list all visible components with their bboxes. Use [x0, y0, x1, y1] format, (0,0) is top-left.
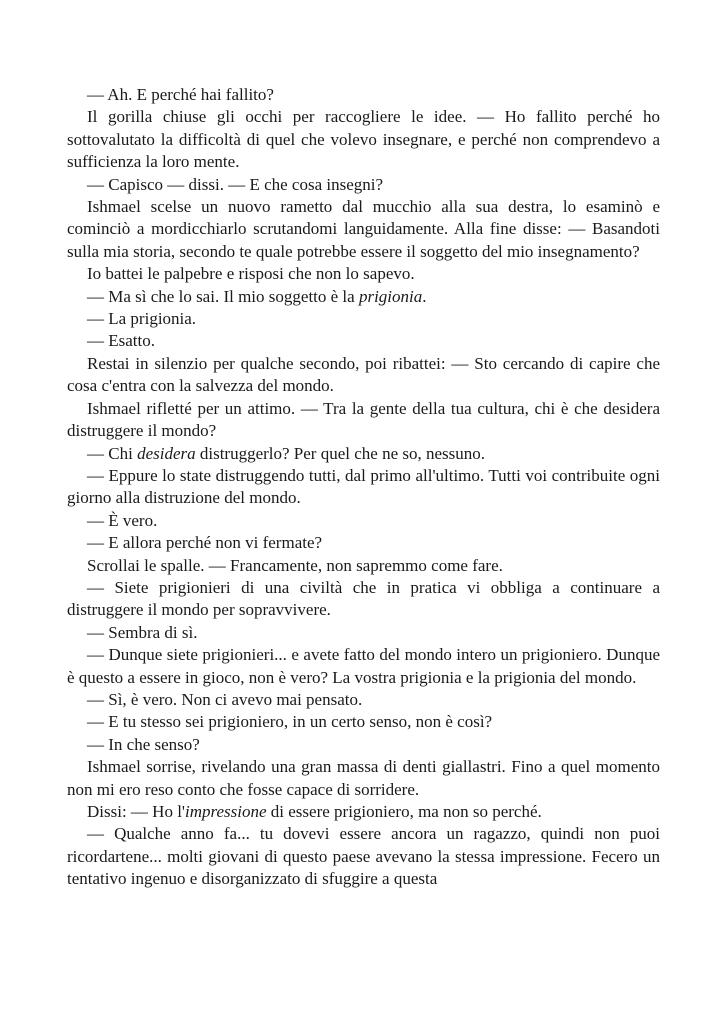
italic-word: desidera — [137, 443, 196, 463]
paragraph-4 — [67, 196, 660, 263]
paragraph-text: — Ah. E perché hai fallito? — [87, 85, 274, 104]
paragraph-17 — [67, 622, 660, 644]
paragraph-text: — Siete prigionieri di una civiltà che in pratica vi obbliga a continuare a distruggere il mondo per sopravvivere. — [67, 577, 660, 620]
paragraph-21 — [67, 734, 660, 756]
paragraph-text: di essere prigioniero, ma non so perché. — [266, 802, 542, 821]
paragraph-text: — Qualche anno fa... tu dovevi essere ancora un ragazzo, quindi non puoi ricordartene... molti giovani di questo paese avevano la stessa impressione. Fecero un tentativo ingenuo e disorganizzato di sfuggire a questa — [67, 824, 660, 889]
paragraph-text: Ishmael scelse un nuovo rametto dal mucchio alla sua destra, lo esaminò e cominciò a mordicchiarlo scrutandomi languidamente. Alla fine disse: — Basandoti sulla mia storia, secondo te quale potrebbe essere il soggetto del mio insegnamento? — [67, 197, 660, 261]
page-text — [67, 84, 660, 891]
paragraph-text: Io battei le palpebre e risposi che non lo sapevo. — [87, 264, 415, 284]
paragraph-5 — [67, 263, 660, 285]
paragraph-text: Restai in silenzio per qualche secondo, poi ribattei: — Sto cercando di capire che cosa c'entra con la salvezza del mondo. — [67, 353, 660, 396]
paragraph-2 — [67, 106, 660, 173]
paragraph-18 — [67, 644, 660, 689]
paragraph-text: — È vero. — [87, 510, 158, 530]
paragraph-text: — In che senso? — [87, 734, 200, 754]
paragraph-19 — [67, 689, 660, 711]
paragraph-1 — [67, 84, 660, 106]
paragraph-15 — [67, 555, 660, 577]
paragraph-text: — E allora perché non vi fermate? — [87, 533, 323, 553]
paragraph-text: — E tu stesso sei prigioniero, in un certo senso, non è così? — [87, 712, 493, 732]
paragraph-13 — [67, 510, 660, 532]
paragraph-14 — [67, 532, 660, 554]
paragraph-10 — [67, 398, 660, 443]
italic-word: prigionia — [358, 286, 423, 306]
paragraph-text: — Esatto. — [87, 331, 155, 351]
paragraph-text: — Eppure lo state distruggendo tutti, dal primo all'ultimo. Tutti voi contribuite ogni giorno alla distruzione del mondo. — [67, 465, 660, 508]
paragraph-23 — [67, 801, 660, 823]
paragraph-text: — La prigionia. — [87, 309, 197, 329]
paragraph-20 — [67, 711, 660, 733]
paragraph-16 — [67, 577, 660, 622]
paragraph-text: . — [422, 286, 427, 306]
paragraph-22 — [67, 756, 660, 801]
paragraph-8 — [67, 330, 660, 352]
paragraph-6 — [67, 286, 660, 308]
paragraph-text: Dissi: — Ho l' — [87, 802, 185, 821]
paragraph-text: Ishmael rifletté per un attimo. — Tra la gente della tua cultura, chi è che desidera distruggere il mondo? — [67, 398, 660, 441]
paragraph-text: — Dunque siete prigionieri... e avete fatto del mondo intero un prigioniero. Dunque è questo a essere in gioco, non è vero? La vostra prigionia e la prigionia del mondo. — [67, 645, 660, 687]
paragraph-text: — Sembra di sì. — [87, 622, 198, 642]
paragraph-text: — Capisco — dissi. — E che cosa insegni? — [87, 174, 384, 194]
italic-word: impressione — [185, 802, 267, 821]
paragraph-text: — Chi — [87, 443, 138, 463]
paragraph-text: Ishmael sorrise, rivelando una gran massa di denti giallastri. Fino a quel momento non mi ero reso conto che fosse capace di sorridere. — [67, 757, 660, 799]
paragraph-3 — [67, 174, 660, 196]
paragraph-text: — Ma sì che lo sai. Il mio soggetto è la — [87, 286, 359, 306]
paragraph-12 — [67, 465, 660, 510]
paragraph-11 — [67, 443, 660, 465]
paragraph-text: — Sì, è vero. Non ci avevo mai pensato. — [87, 689, 363, 709]
paragraph-text: Scrollai le spalle. — Francamente, non sapremmo come fare. — [87, 555, 503, 575]
paragraph-7 — [67, 308, 660, 330]
paragraph-text: Il gorilla chiuse gli occhi per raccogliere le idee. — Ho fallito perché ho sottovalutato la difficoltà di quel che volevo insegnare, e perché non comprendevo a sufficienza la loro mente. — [67, 107, 660, 172]
paragraph-text: distruggerlo? Per quel che ne so, nessuno. — [195, 443, 486, 463]
paragraph-9 — [67, 353, 660, 398]
paragraph-24 — [67, 823, 660, 890]
